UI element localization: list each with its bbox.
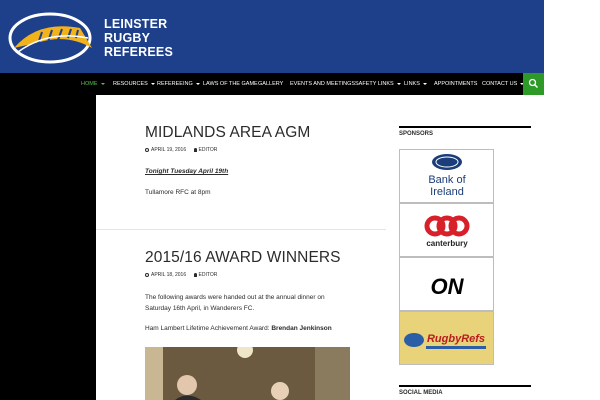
post-author[interactable]: EDITOR [194,272,218,278]
post-body-text: Tullamore RFC at 8pm [145,189,211,196]
nav-item-laws-of-the-game[interactable]: LAWS OF THE GAME [203,81,258,87]
social-widget-title: SOCIAL MEDIA [399,390,443,396]
nav-item-resources[interactable]: RESOURCES [113,73,155,95]
nav-item-safety-links[interactable]: SAFETY LINKS [355,73,401,95]
post-body-text: The following awards were handed out at the annual dinner on Saturday 16th April, in Wanderers FC. [145,294,325,312]
on-logo [400,258,494,311]
user-icon [194,273,197,277]
post-date[interactable]: APRIL 19, 2016 [145,147,186,153]
sponsors-widget-bar [399,126,531,128]
chevron-down-icon [397,83,401,85]
svg-text:Bank of: Bank of [428,174,466,186]
post-title-midlands-area-agm[interactable]: MIDLANDS AREA AGM [145,124,311,141]
site-title-line3: REFEREES [104,45,173,59]
search-icon [528,78,539,89]
post-meta [145,147,223,153]
chevron-down-icon [151,83,155,85]
social-widget-bar [399,385,531,387]
site-header [0,0,544,73]
svg-text:ON: ON [430,274,464,299]
sponsor-bank-of-ireland[interactable] [399,149,494,203]
sponsor-rugbyrefs[interactable] [399,311,494,365]
site-title[interactable] [104,17,173,59]
bank-of-ireland-logo [400,150,494,203]
post-divider [96,229,386,230]
canterbury-logo [400,204,494,257]
awards-photo-image [145,347,350,400]
clock-icon [145,148,149,152]
post-highlight-text: Tonight Tuesday April 19th [145,168,229,175]
chevron-down-icon [196,83,200,85]
nav-item-events-and-meetings[interactable]: EVENTS AND MEETINGS [290,81,356,87]
left-sidebar [0,95,96,400]
svg-text:canterbury: canterbury [426,239,468,248]
post-date[interactable]: APRIL 18, 2016 [145,272,186,278]
nav-item-contact-us[interactable]: CONTACT US [482,73,524,95]
sponsor-canterbury[interactable] [399,203,494,257]
chevron-down-icon [101,83,105,85]
user-icon [194,148,197,152]
nav-item-home[interactable]: HOME [81,73,105,95]
nav-item-refereeing[interactable]: REFEREEING [157,73,200,95]
site-title-line1: LEINSTER [104,17,168,31]
post-title-award-winners[interactable]: 2015/16 AWARD WINNERS [145,249,341,266]
rugbyrefs-logo [400,312,494,365]
site-title-line2: RUGBY [104,31,151,45]
clock-icon [145,273,149,277]
post-meta [145,272,223,278]
nav-item-links[interactable]: LINKS [404,73,427,95]
award-line: Ham Lambert Lifetime Achievement Award: Brendan Jenkinson [145,325,332,332]
sponsor-on[interactable] [399,257,494,311]
award-winner: Brendan Jenkinson [271,325,332,332]
search-button[interactable] [523,73,544,95]
page-right-margin [544,0,600,400]
primary-nav [0,73,544,95]
svg-text:Ireland: Ireland [430,186,464,198]
svg-text:RugbyRefs: RugbyRefs [426,333,486,345]
site-logo[interactable] [8,8,98,64]
nav-item-appointments[interactable]: APPOINTMENTS [434,81,478,87]
nav-item-gallery[interactable]: GALLERY [258,81,284,87]
post-author[interactable]: EDITOR [194,147,218,153]
chevron-down-icon [423,83,427,85]
sponsors-widget-title: SPONSORS [399,131,434,137]
awards-photo[interactable] [145,347,350,400]
